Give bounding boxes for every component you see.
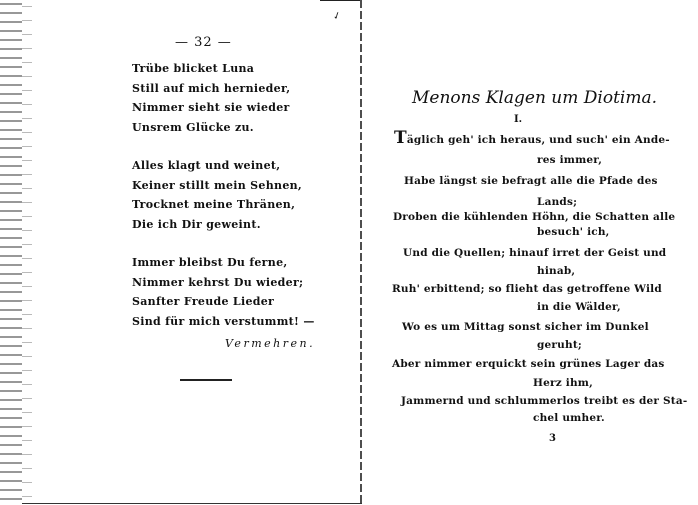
verse-line: besuch' ich, (537, 226, 610, 238)
poem-title: Menons Klagen um Diotima. (412, 88, 657, 108)
drop-cap: T (394, 128, 407, 148)
verse-line: Und die Quellen; hinauf irret der Geist und (403, 247, 667, 259)
verse-line: Trocknet meine Thränen, (132, 198, 296, 211)
verse-line: Immer bleibst Du ferne, (132, 256, 288, 269)
verse-line: Still auf mich hernieder, (132, 81, 291, 95)
ink-mark: ✓ (331, 9, 344, 24)
verse-line: Habe längst sie befragt alle die Pfade des (404, 175, 658, 187)
verse-line: Lands; (537, 196, 578, 208)
verse-line: Aber nimmer erquickt sein grünes Lager das (392, 358, 665, 370)
verse-line: in die Wälder, (537, 301, 621, 313)
stanza-1 (132, 59, 290, 137)
stanza-2 (132, 156, 302, 234)
verse-line: Wo es um Mittag sonst sicher im Dunkel (402, 321, 649, 333)
verse-line: Droben die kühlenden Höhn, die Schatten alle (393, 211, 676, 223)
verse-line-text: äglich geh' ich heraus, und such' ein Ande- (406, 134, 670, 146)
scan-bottom-edge (22, 503, 362, 504)
verse-line: Sind für mich verstummt! — (132, 314, 315, 328)
page-gutter (360, 0, 362, 505)
scan-binding-shadow (22, 0, 32, 505)
section-number: I. (514, 114, 523, 125)
verse-line: Sanfter Freude Lieder (132, 295, 275, 308)
verse-line: Trübe blicket Luna (132, 62, 255, 75)
verse-line: Die ich Dir geweint. (132, 217, 261, 231)
verse-line: Keiner stillt mein Sehnen, (132, 178, 303, 192)
printer-signature: 3 (549, 433, 556, 444)
verse-line: chel umher. (533, 412, 605, 424)
scan-edge-line (320, 0, 360, 1)
scan-binding-edge (0, 0, 22, 505)
verse-line: Alles klagt und weinet, (132, 159, 281, 172)
stanza-3 (132, 253, 315, 331)
verse-line: Nimmer sieht sie wieder (132, 101, 290, 114)
verse-line (394, 128, 670, 148)
verse-line: Unsrem Glücke zu. (132, 120, 254, 134)
verse-line: hinab, (537, 265, 576, 277)
author-signature: Vermehren. (225, 337, 316, 350)
verse-line: geruht; (537, 339, 582, 351)
verse-line: Herz ihm, (533, 377, 593, 389)
verse-line: Nimmer kehrst Du wieder; (132, 275, 304, 289)
end-rule (180, 379, 232, 381)
page-number-left: — 32 — (175, 35, 232, 50)
verse-line: Ruh' erbittend; so flieht das getroffene Wild (392, 283, 662, 295)
verse-line: res immer, (537, 154, 603, 166)
verse-line: Jammernd und schlummerlos treibt es der Sta- (401, 395, 688, 407)
